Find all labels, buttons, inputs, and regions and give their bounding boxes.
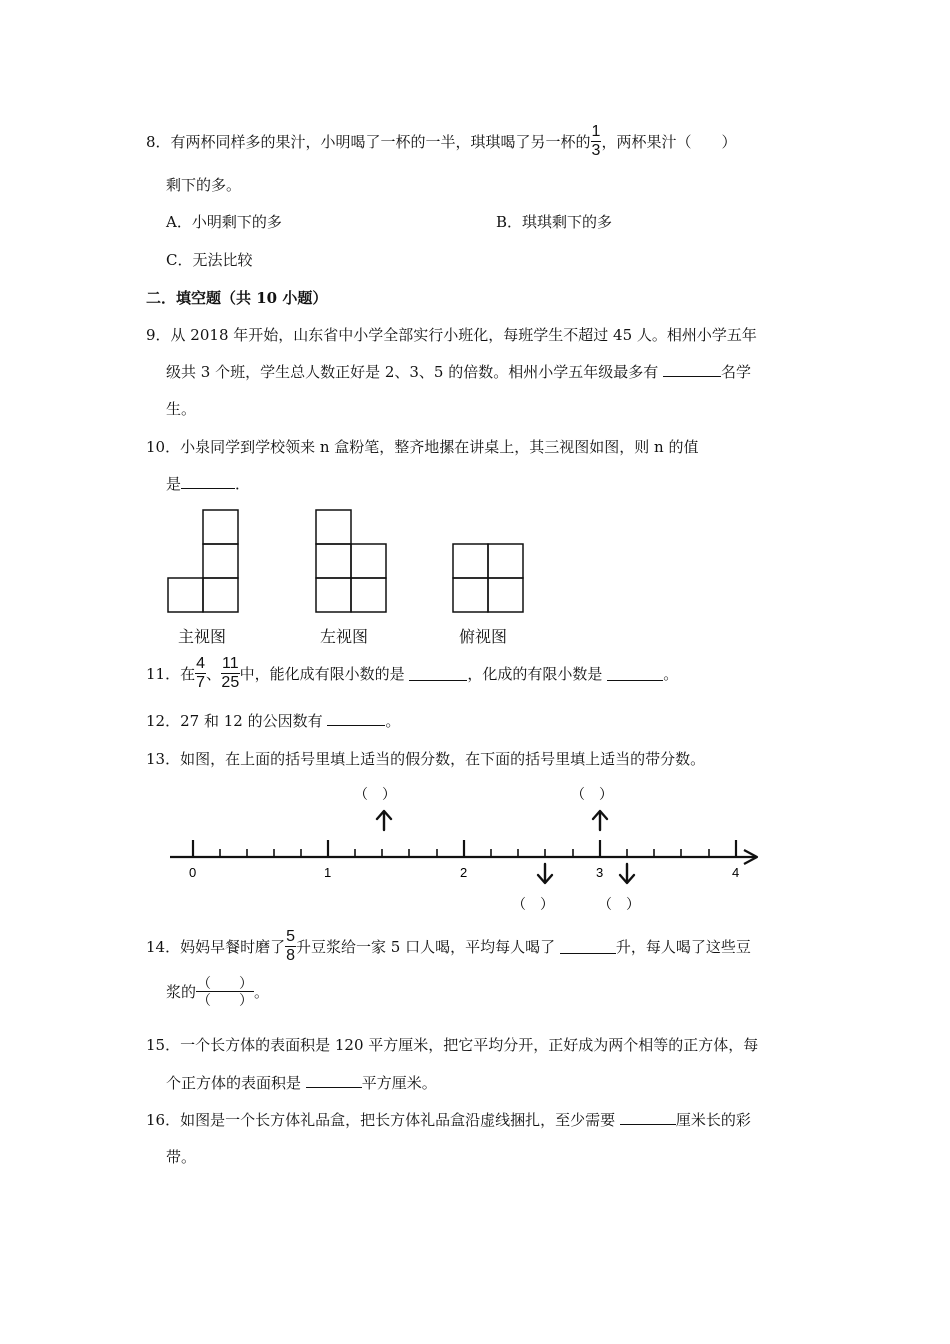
arrow-up-1 xyxy=(377,811,391,830)
arrow-down-1 xyxy=(538,864,552,883)
q9-line1: 9．从 2018 年开始，山东省中小学全部实行小班化，每班学生不超过 45 人。相州小学五年 xyxy=(146,326,757,344)
q13-line: 13．如图，在上面的括号里填上适当的假分数，在下面的括号里填上适当的带分数。 xyxy=(146,750,706,768)
q9-answer-blank[interactable] xyxy=(663,362,721,377)
tick-label-1: 1 xyxy=(324,865,332,880)
paren-bottom-1[interactable]: （ ） xyxy=(512,896,554,912)
tick-label-4: 4 xyxy=(732,865,740,880)
tick-label-2: 2 xyxy=(460,865,468,880)
q9-line2: 级共 3 个班，学生总人数正好是 2、3、5 的倍数。相州小学五年级最多有 名学 xyxy=(166,363,752,381)
q14-answer-fraction[interactable]: $\frac{( )}{( )}$ xyxy=(197,975,254,1008)
tick-label-3: 3 xyxy=(596,865,604,880)
q9-line3: 生。 xyxy=(166,400,197,418)
q11-blank-2[interactable] xyxy=(607,666,663,681)
q14-blank-1[interactable] xyxy=(560,939,616,954)
q16-line2: 带。 xyxy=(166,1148,197,1166)
q15-line1: 15．一个长方体的表面积是 120 平方厘米，把它平均分开，正好成为两个相等的正方体，每 xyxy=(146,1036,759,1054)
q8-option-b[interactable]: B．琪琪剩下的多 xyxy=(496,213,613,231)
q11-line: 11．在 $\frac{4}{7}$ 、 $\frac{11}{25}$ 中，能化成有限小数的是 ，化成的有限小数是 。 xyxy=(146,655,679,691)
q8-line2: 剩下的多。 xyxy=(166,176,242,194)
q8-line1 xyxy=(146,124,736,159)
q15-answer-blank[interactable] xyxy=(306,1073,362,1088)
q11-blank-1[interactable] xyxy=(409,666,467,681)
side-view-grid xyxy=(316,510,386,612)
q12-answer-blank[interactable] xyxy=(327,711,385,726)
q8-fraction: $\frac{1}{3}$ xyxy=(591,123,601,159)
arrow-up-2 xyxy=(593,811,607,830)
q12-line: 12．27 和 12 的公因数有 。 xyxy=(146,712,401,730)
q14-line1: 14．妈妈早餐时磨了 $\frac{5}{8}$ 升豆浆给一家 5 口人喝，平均每人喝了 升，每人喝了这些豆 xyxy=(146,928,751,964)
front-view-caption: 主视图 xyxy=(178,627,227,646)
three-views-figure xyxy=(160,505,540,620)
q8-option-a[interactable]: A．小明剩下的多 xyxy=(166,213,282,231)
q14-fraction: $\frac{5}{8}$ xyxy=(286,928,295,964)
number-line xyxy=(170,840,757,864)
q8-text-after: ，两杯果汁（ ） xyxy=(601,133,737,151)
number-line-figure xyxy=(160,778,770,918)
top-view-caption: 俯视图 xyxy=(459,627,508,646)
side-view-caption: 左视图 xyxy=(320,627,369,646)
front-view-grid xyxy=(168,510,238,612)
paren-top-2[interactable]: （ ） xyxy=(571,786,613,802)
q16-line1: 16．如图是一个长方体礼品盒，把长方体礼品盒沿虚线捆扎，至少需要 厘米长的彩 xyxy=(146,1111,751,1129)
q14-line2: 浆的 $\frac{( )}{( )}$ 。 xyxy=(166,975,270,1008)
q16-answer-blank[interactable] xyxy=(620,1110,676,1125)
arrow-down-2 xyxy=(620,864,634,883)
q10-answer-blank[interactable] xyxy=(181,474,235,489)
q10-line1: 10．小泉同学到学校领来 n 盒粉笔，整齐地摞在讲桌上，其三视图如图，则 n 的值 xyxy=(146,438,699,456)
q10-line2: 是 ． xyxy=(166,475,251,493)
q8-option-c[interactable]: C．无法比较 xyxy=(166,251,253,269)
paren-top-1[interactable]: （ ） xyxy=(354,786,396,802)
q11-fraction-2: $\frac{11}{25}$ xyxy=(221,655,240,691)
tick-label-0: 0 xyxy=(189,865,197,880)
paren-bottom-2[interactable]: （ ） xyxy=(598,896,640,912)
q11-fraction-1: $\frac{4}{7}$ xyxy=(196,655,205,691)
section-title: 二．填空题（共 10 小题） xyxy=(146,289,328,307)
top-view-grid xyxy=(453,544,523,612)
q15-line2: 个正方体的表面积是 平方厘米。 xyxy=(166,1074,437,1092)
q8-text: 8．有两杯同样多的果汁，小明喝了一杯的一半，琪琪喝了另一杯的 xyxy=(146,133,591,151)
